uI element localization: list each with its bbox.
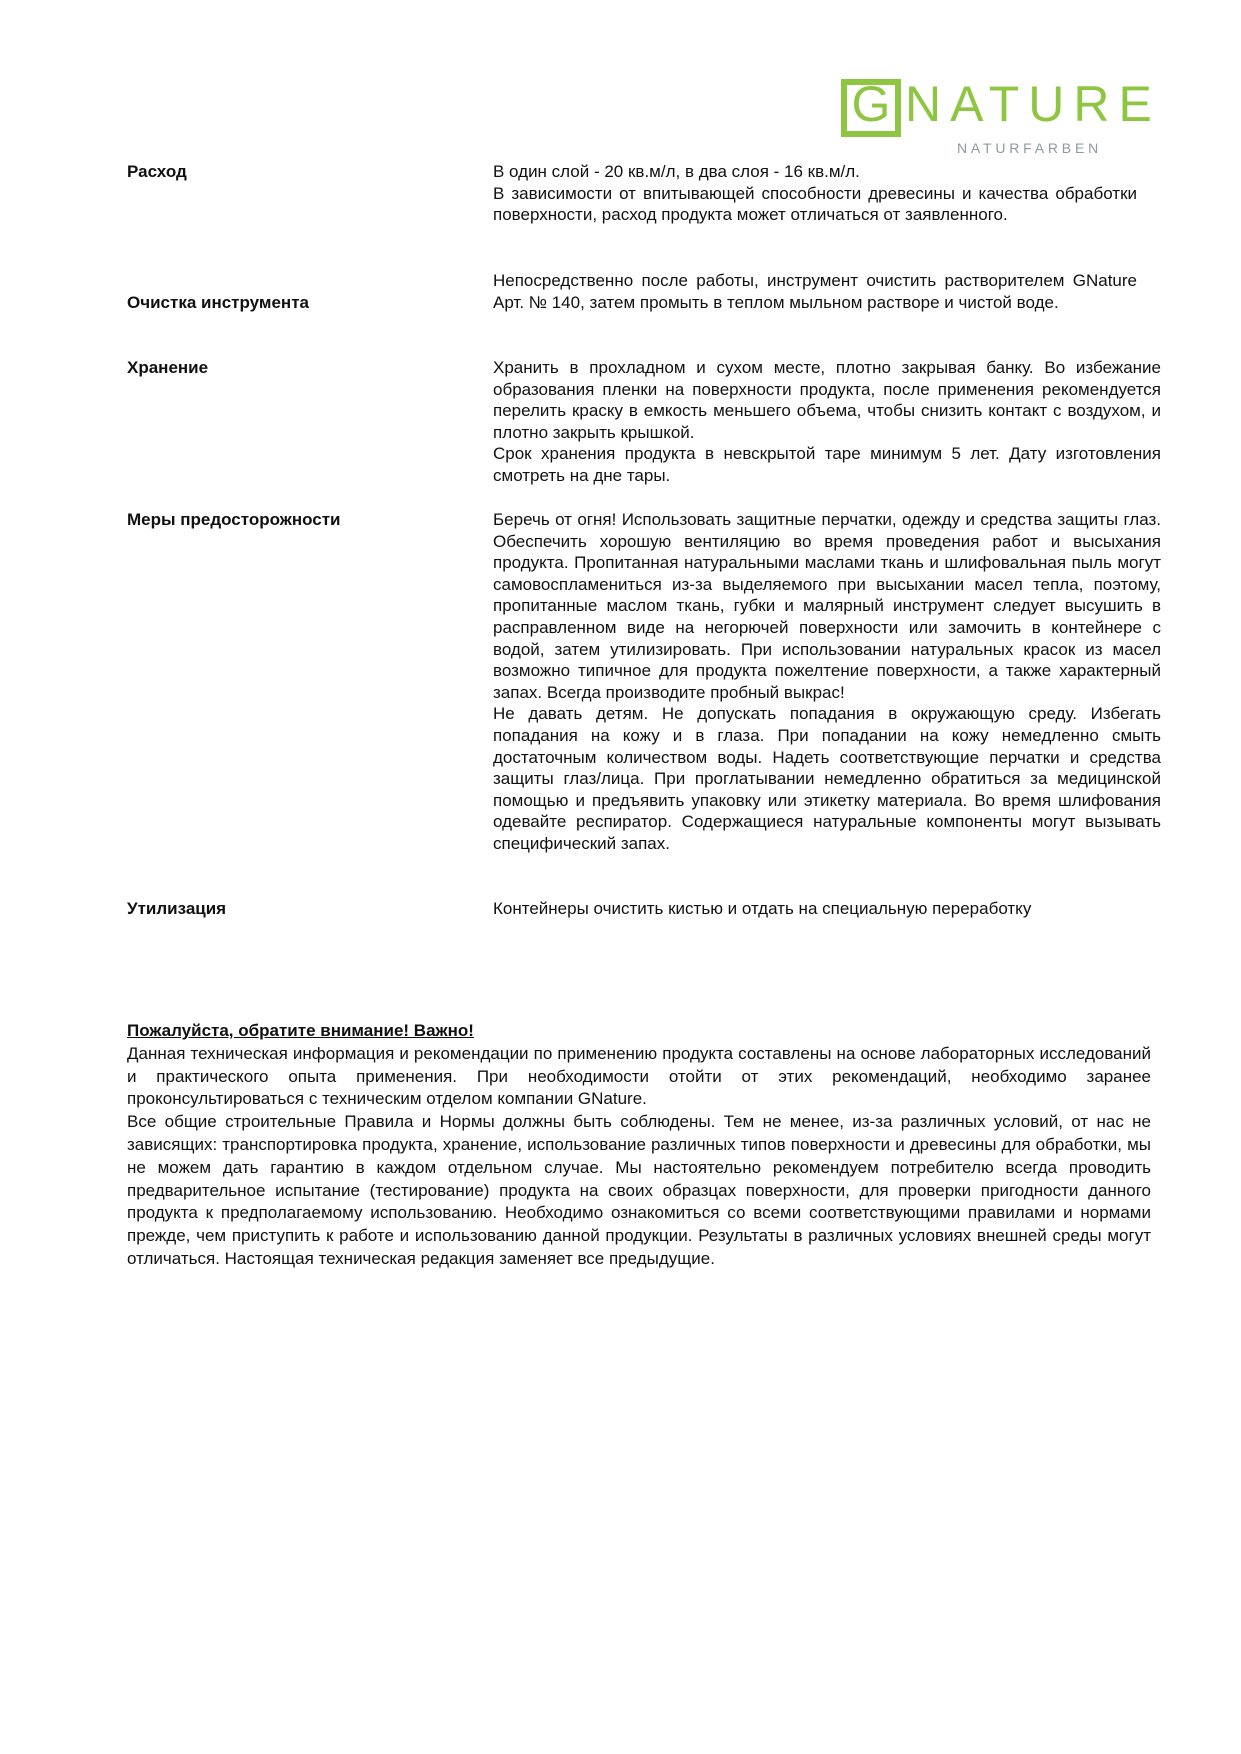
paragraph: Беречь от огня! Использовать защитные перчатки, одежду и средства защиты глаз. Обеспечить хорошую вентиляцию во время проведения работ и высыхания продукта. Пропитанная натуральными маслами ткань и шлифовальная пыль могут самовоспламениться из-за выделяемого при высыхании масел тепла, поэтому, пропитанные маслом ткань, губки и малярный инструмент следует высушить в расправленном виде на негорючей поверхности или замочить в контейнере с водой, затем утилизировать. При использовании натуральных красок из масел возможно типичное для продукта пожелтение поверхности, а также характерный запах. Всегда производите пробный выкрас!	[493, 510, 1161, 702]
logo-wordmark: NATURE	[905, 76, 1161, 132]
section-text	[493, 898, 1161, 920]
paragraph: Данная техническая информация и рекомендации по применению продукта составлены на основе лабораторных исследований и практического опыта применения. При необходимости отойти от этих рекомендаций, необходимо заранее проконсультироваться с техническим отделом компании GNature.	[127, 1043, 1151, 1109]
brand-logo	[841, 76, 1161, 159]
section-label: Расход	[127, 162, 187, 181]
section-label: Хранение	[127, 358, 209, 377]
logo-letter: G	[851, 76, 891, 132]
section-text	[493, 161, 1137, 226]
paragraph: Непосредственно после работы, инструмент очистить растворителем GNature Арт. № 140, затем промыть в теплом мыльном растворе и чистой воде.	[493, 271, 1137, 312]
paragraph: В зависимости от впитывающей способности древесины и качества обработки поверхности, расход продукта может отличаться от заявленного.	[493, 183, 1137, 225]
section-label: Очистка инструмента	[127, 293, 309, 312]
paragraph: Хранить в прохладном и сухом месте, плотно закрывая банку. Во избежание образования пленки на поверхности продукта, после применения рекомендуется перелить краску в емкость меньшего объема, чтобы снизить контакт с воздухом, и плотно закрыть крышкой.	[493, 358, 1161, 442]
important-notice	[127, 1020, 1151, 1271]
section-label: Меры предосторожности	[127, 510, 341, 529]
section-text	[493, 357, 1161, 487]
section-text	[493, 270, 1137, 313]
paragraph: Контейнеры очистить кистью и отдать на специальную переработку	[493, 899, 1032, 918]
paragraph: Все общие строительные Правила и Нормы должны быть соблюдены. Тем не менее, из-за различных условий, от нас не зависящих: транспортировка продукта, хранение, использование различных типов поверхности и древесины для обработки, мы не можем дать гарантию в каждом отдельном случае. Мы настоятельно рекомендуем потребителю всегда проводить предварительное испытание (тестирование) продукта на своих образцах поверхности, для проверки пригодности данного продукта к предполагаемому использованию. Необходимо ознакомиться со всеми соответствующими правилами и нормами прежде, чем приступить к работе и использованию данной продукции. Результаты в различных условиях внешней среды могут отличаться. Настоящая техническая редакция заменяет все предыдущие.	[127, 1112, 1151, 1268]
section-text	[493, 509, 1161, 855]
notice-title: Пожалуйста, обратите внимание! Важно!	[127, 1021, 474, 1040]
paragraph: Не давать детям. Не допускать попадания в окружающую среду. Избегать попадания на кожу и в глаза. При попадании на кожу немедленно смыть достаточным количеством воды. Надеть соответствующие перчатки и средства защиты глаз/лица. При проглатывании немедленно обратиться за медицинской помощью и предъявить упаковку или этикетку материала. Во время шлифования одевайте респиратор. Содержащиеся натуральные компоненты могут вызывать специфический запах.	[493, 704, 1161, 853]
logo-subtitle: NATURFARBEN	[957, 140, 1102, 156]
paragraph: В один слой - 20 кв.м/л, в два слоя - 16 кв.м/л.	[493, 162, 860, 181]
section-label: Утилизация	[127, 899, 227, 918]
paragraph: Срок хранения продукта в невскрытой таре минимум 5 лет. Дату изготовления смотреть на дне тары.	[493, 444, 1161, 485]
